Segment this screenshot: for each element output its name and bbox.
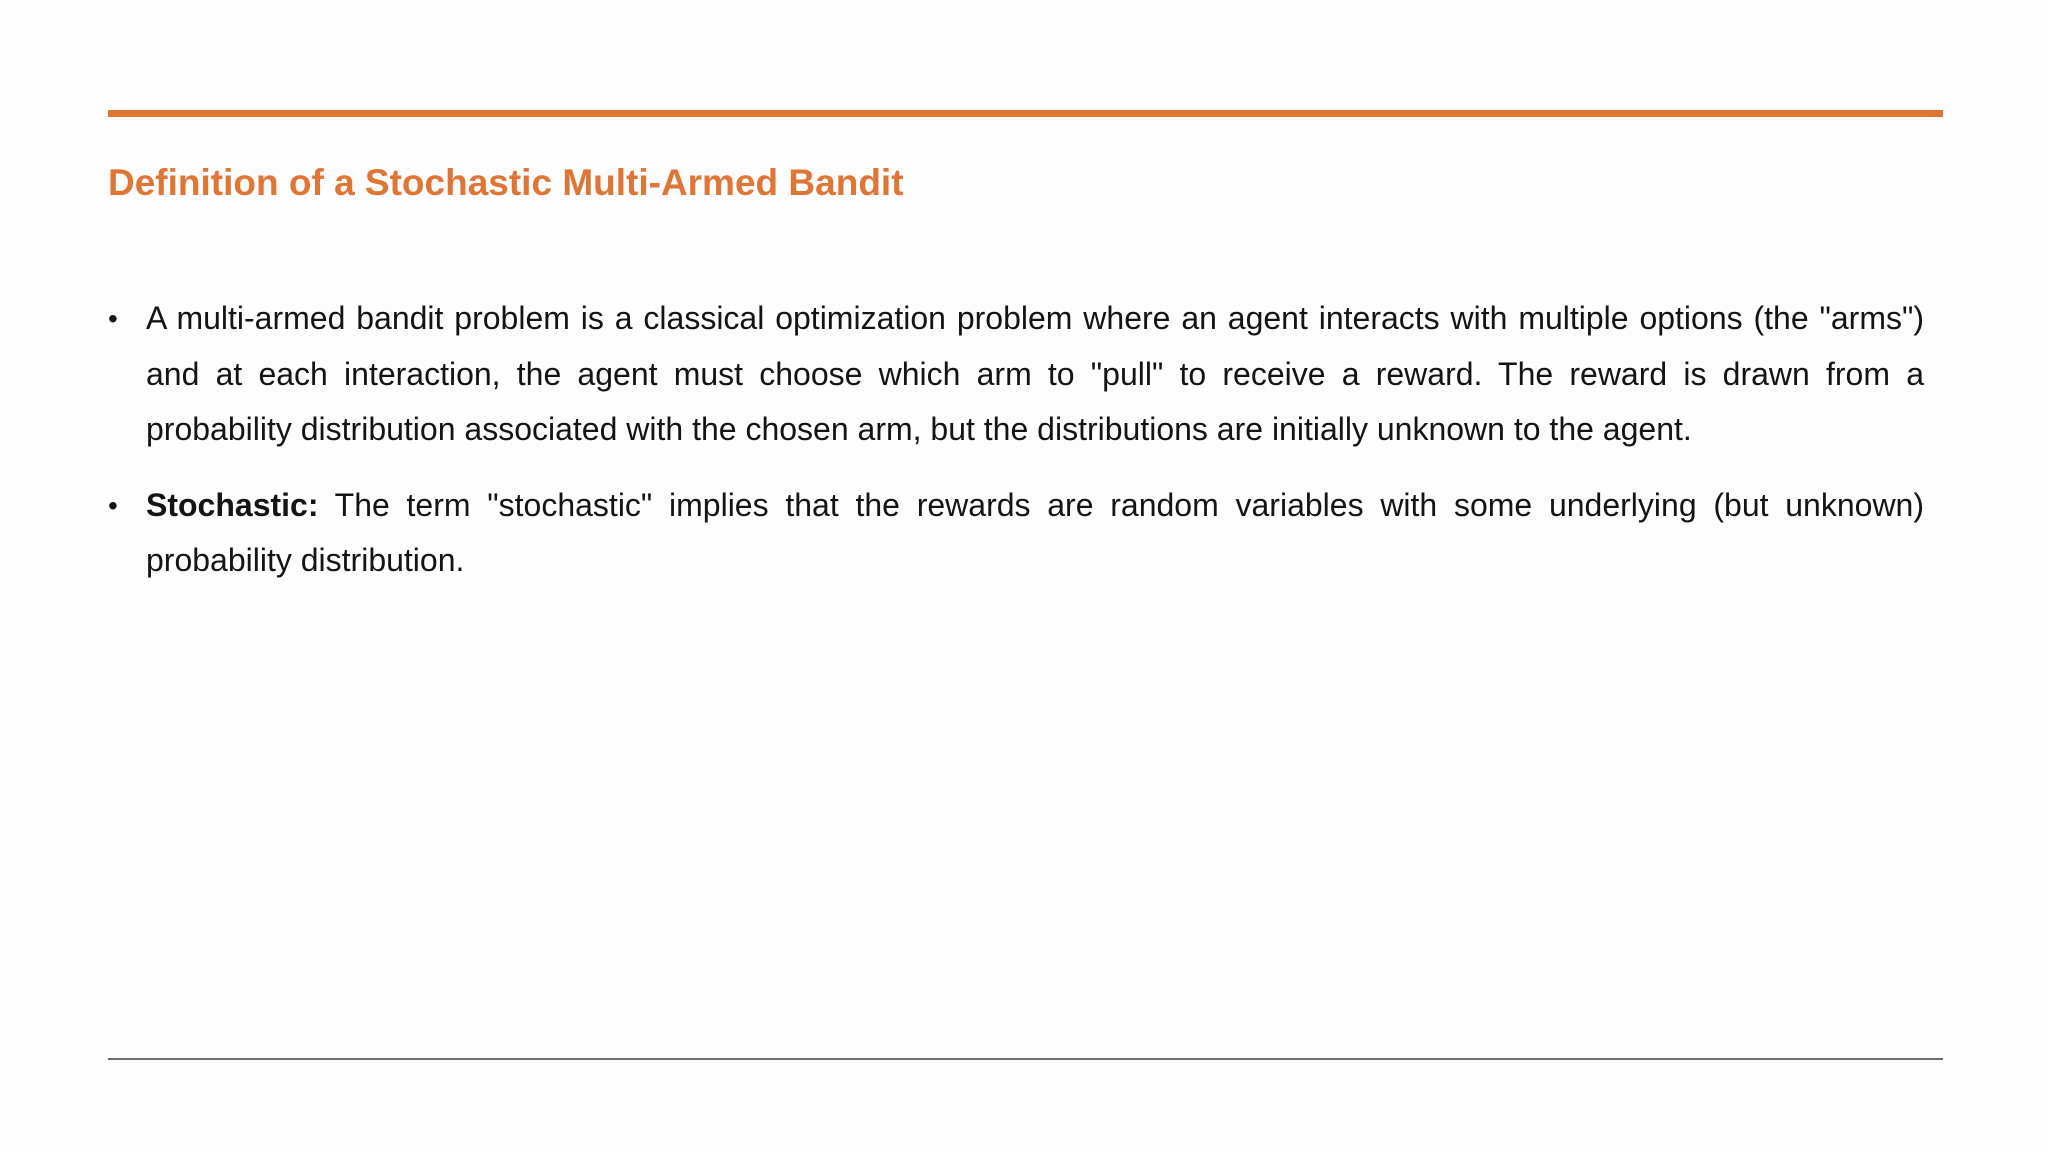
bullet-list (108, 291, 1924, 609)
title-accent-rule (108, 110, 1943, 117)
bullet-definition (108, 291, 1924, 458)
bullet-stochastic-text: The term "stochastic" implies that the rewards are random variables with some underlying (but unknown) probability distribution. (146, 486, 1924, 578)
bullet-dot-icon: • (108, 489, 118, 521)
bullet-dot-icon: • (108, 303, 118, 334)
bullet-stochastic (108, 478, 1924, 589)
slide-title: Definition of a Stochastic Multi-Armed Bandit (108, 162, 904, 203)
footer-rule (108, 1058, 1943, 1060)
bullet-definition-text: A multi-armed bandit problem is a classical optimization problem where an agent interacts with multiple options (the "arms") and at each interaction, the agent must choose which arm to "pull" to receive a reward. The reward is drawn from a probability distribution associated with the chosen arm, but the distributions are initially unknown to the agent. (146, 300, 1924, 447)
bullet-stochastic-term: Stochastic: (146, 486, 319, 523)
